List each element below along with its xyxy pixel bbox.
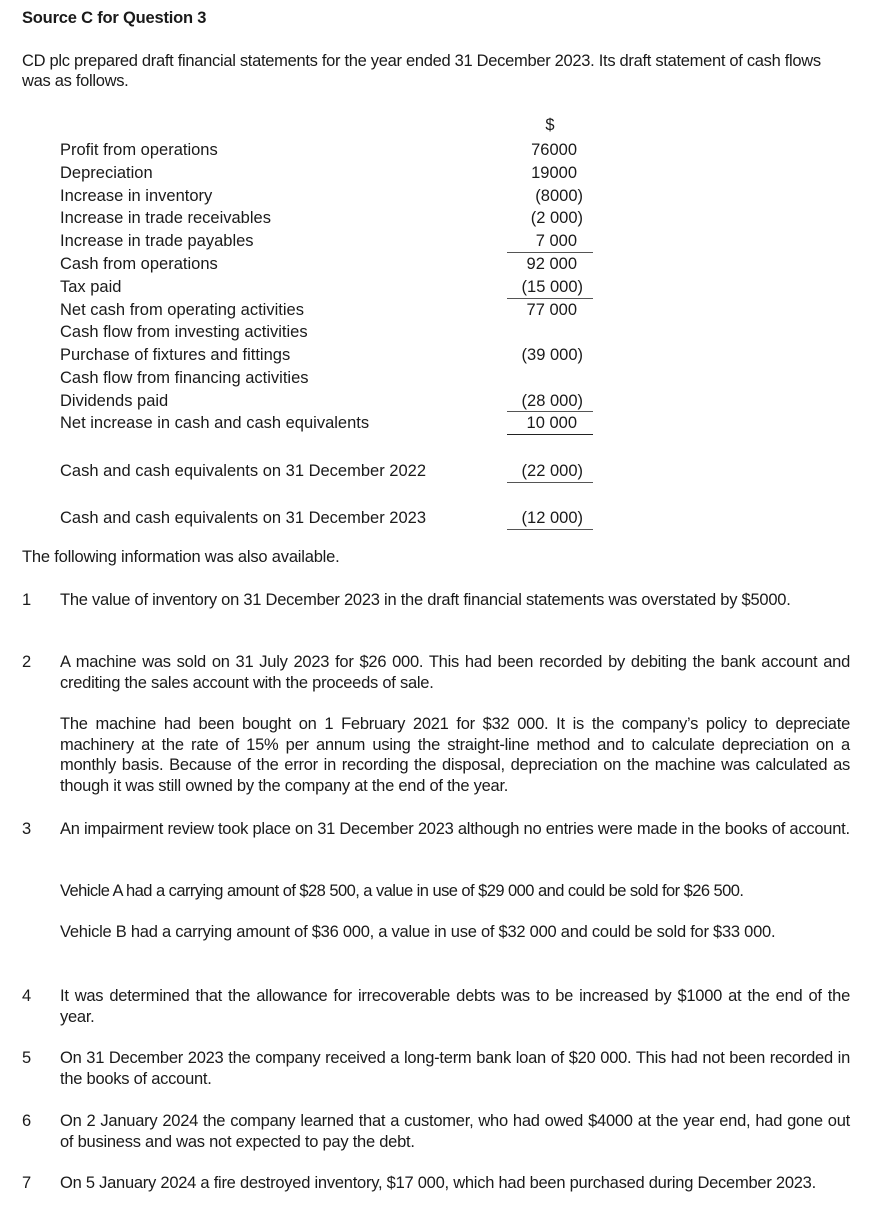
cf-row-value: (39 000) <box>521 346 583 364</box>
item-text: Vehicle A had a carrying amount of $28 500, a value in use of $29 000 and could be sold for $26 500. <box>60 882 744 900</box>
cf-row-label: Net increase in cash and cash equivalents <box>60 414 370 432</box>
source-heading: Source C for Question 3 <box>22 9 207 27</box>
item-number: 7 <box>22 1174 32 1192</box>
item-text: The machine had been bought on 1 February 2021 for $32 000. It is the company’s policy to depreciate machinery at the rate of 15% per annum using the straight-line method and to calculate depreciation on a monthly basis. Because of the error in recording the disposal, depreciation on the machine was calculated as though it was still owned by the company at the end of the year. <box>60 715 850 795</box>
cf-row-value: 77 000 <box>526 301 577 319</box>
item-number: 6 <box>22 1112 32 1130</box>
cf-row-value: 10 000 <box>526 414 577 432</box>
item-number: 1 <box>22 591 32 609</box>
item-number: 3 <box>22 820 32 838</box>
cf-row-value: (2 000) <box>530 209 583 227</box>
cf-row-label: Tax paid <box>60 278 122 296</box>
cf-row-value: (8000) <box>535 187 583 205</box>
cf-row-label: Profit from operations <box>60 141 218 159</box>
cf-section-label: Cash flow from investing activities <box>60 323 308 341</box>
item-number: 5 <box>22 1049 32 1067</box>
cf-row-label: Purchase of fixtures and fittings <box>60 346 291 364</box>
currency-header: $ <box>545 116 555 134</box>
cf-row-label: Dividends paid <box>60 392 169 410</box>
cf-row-value: (28 000) <box>521 392 583 410</box>
item-text: It was determined that the allowance for irrecoverable debts was to be increased by $1000 at the end of the year. <box>60 987 850 1026</box>
cf-row-label: Cash and cash equivalents on 31 December 2023 <box>60 509 426 527</box>
cf-row-value: 19000 <box>531 164 577 182</box>
balance-rule <box>507 529 593 530</box>
total-rule <box>507 434 593 435</box>
item-text: On 31 December 2023 the company received a long-term bank loan of $20 000. This had not been recorded in the books of account. <box>60 1049 850 1088</box>
cf-row-label: Cash from operations <box>60 255 218 273</box>
subtotal-rule <box>507 411 593 412</box>
cf-row-value: 92 000 <box>526 255 577 273</box>
item-number: 4 <box>22 987 32 1005</box>
cf-row-value: 7 000 <box>535 232 577 250</box>
cf-row-value: (12 000) <box>521 509 583 527</box>
intro-paragraph: CD plc prepared draft financial statements for the year ended 31 December 2023. Its draft statement of cash flows was as follows. <box>22 52 821 90</box>
item-text: Vehicle B had a carrying amount of $36 000, a value in use of $32 000 and could be sold for $33 000. <box>60 923 776 941</box>
subtotal-rule <box>507 298 593 299</box>
item-number: 2 <box>22 653 32 671</box>
balance-rule <box>507 482 593 483</box>
cf-row-label: Depreciation <box>60 164 153 182</box>
cf-row-value: (22 000) <box>521 462 583 480</box>
item-text: An impairment review took place on 31 December 2023 although no entries were made in the books of account. <box>60 820 850 838</box>
cf-row-label: Increase in trade payables <box>60 232 254 250</box>
cf-row-value: 76000 <box>531 141 577 159</box>
cf-row-label: Net cash from operating activities <box>60 301 304 319</box>
cf-row-value: (15 000) <box>521 278 583 296</box>
subtotal-rule <box>507 252 593 253</box>
cf-section-label: Cash flow from financing activities <box>60 369 309 387</box>
cf-row-label: Increase in trade receivables <box>60 209 271 227</box>
following-info: The following information was also available. <box>22 548 340 566</box>
cf-row-label: Increase in inventory <box>60 187 213 205</box>
cf-row-label: Cash and cash equivalents on 31 December 2022 <box>60 462 426 480</box>
item-text: On 5 January 2024 a fire destroyed inventory, $17 000, which had been purchased during December 2023. <box>60 1174 816 1192</box>
item-text: The value of inventory on 31 December 2023 in the draft financial statements was overstated by $5000. <box>60 591 791 609</box>
item-text: A machine was sold on 31 July 2023 for $26 000. This had been recorded by debiting the bank account and crediting the sales account with the proceeds of sale. <box>60 653 850 692</box>
item-text: On 2 January 2024 the company learned that a customer, who had owed $4000 at the year end, had gone out of business and was not expected to pay the debt. <box>60 1112 850 1151</box>
